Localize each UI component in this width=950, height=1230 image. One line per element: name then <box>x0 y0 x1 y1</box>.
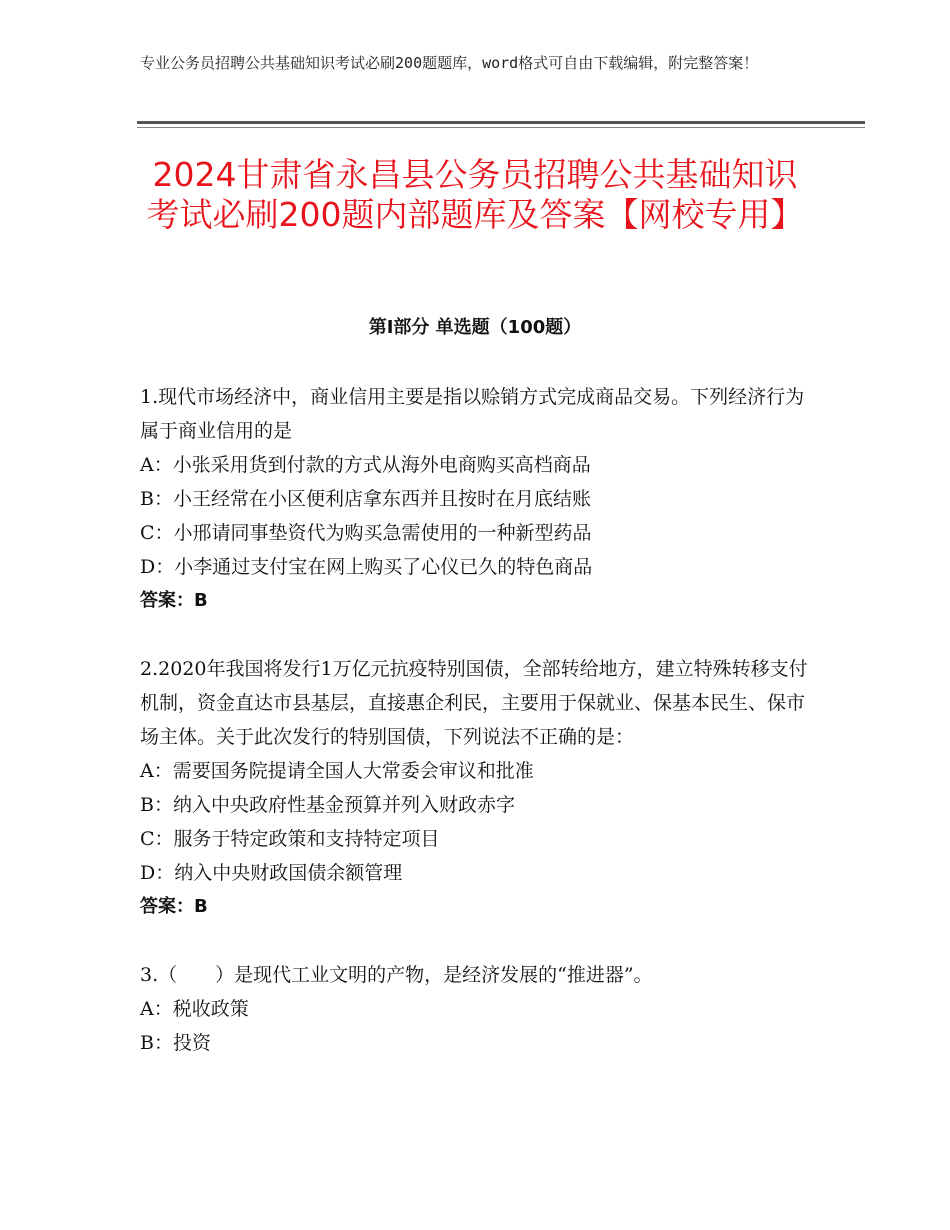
option-a: A：小张采用货到付款的方式从海外电商购买高档商品 <box>140 454 591 476</box>
document-title: 2024甘肃省永昌县公务员招聘公共基础知识考试必刷200题内部题库及答案【网校专用】 <box>146 155 804 234</box>
header-rule-thick <box>137 121 865 124</box>
question-list <box>140 380 810 1094</box>
answer: 答案：B <box>140 590 208 611</box>
option-a: A：税收政策 <box>140 998 249 1020</box>
option-b: B：投资 <box>140 1032 211 1054</box>
question-3 <box>140 958 810 1060</box>
section-title: 第Ⅰ部分 单选题（100题） <box>368 317 582 338</box>
header-rule-thin <box>137 127 865 128</box>
option-c: C：服务于特定政策和支持特定项目 <box>140 828 440 850</box>
question-stem: 3.（ ）是现代工业文明的产物，是经济发展的“推进器”。 <box>140 964 653 986</box>
question-1 <box>140 380 810 618</box>
answer: 答案：B <box>140 896 208 917</box>
question-stem: 2.2020年我国将发行1万亿元抗疫特别国债，全部转给地方，建立特殊转移支付机制，资金直达市县基层，直接惠企利民，主要用于保就业、保基本民生、保市场主体。关于此次发行的特别国债，下列说法不正确的是： <box>140 658 808 748</box>
header-note: 专业公务员招聘公共基础知识考试必刷200题题库，word格式可自由下载编辑，附完整答案！ <box>140 54 759 72</box>
option-b: B：纳入中央政府性基金预算并列入财政赤字 <box>140 794 515 816</box>
question-2 <box>140 652 810 924</box>
option-d: D：小李通过支付宝在网上购买了心仪已久的特色商品 <box>140 556 593 578</box>
option-a: A：需要国务院提请全国人大常委会审议和批准 <box>140 760 534 782</box>
option-b: B：小王经常在小区便利店拿东西并且按时在月底结账 <box>140 488 591 510</box>
question-stem: 1.现代市场经济中，商业信用主要是指以赊销方式完成商品交易。下列经济行为属于商业信用的是 <box>140 386 805 442</box>
option-c: C：小邢请同事垫资代为购买急需使用的一种新型药品 <box>140 522 592 544</box>
option-d: D：纳入中央财政国债余额管理 <box>140 862 403 884</box>
